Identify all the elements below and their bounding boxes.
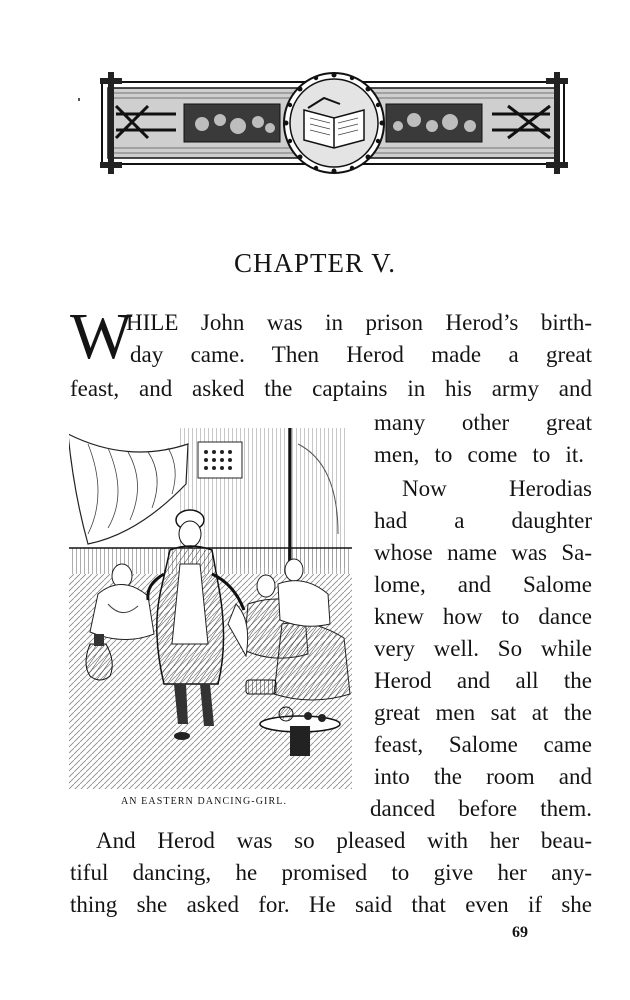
- text-line-4: many other great: [374, 410, 592, 435]
- text-line-9: lome, and Salome: [374, 572, 592, 597]
- text-line-5: men, to come to it.: [374, 442, 584, 467]
- text-line-11: very well. So while: [374, 636, 592, 661]
- text-line-12: Herod and all the: [374, 668, 592, 693]
- chapter-title: CHAPTER V.: [233, 248, 397, 278]
- dancing-girl-engraving: [68, 424, 353, 790]
- text-line-15: into the room and: [374, 764, 592, 789]
- margin-mark: [78, 98, 80, 101]
- text-line-6: Now Herodias: [402, 476, 592, 501]
- text-line-16: danced before them.: [370, 796, 592, 821]
- text-line-14: feast, Salome came: [374, 732, 592, 757]
- page-number: 69: [512, 924, 528, 941]
- text-line-19: thing she asked for. He said that even if she: [70, 892, 592, 917]
- text-line-18: tiful dancing, he promised to give her any-: [70, 860, 592, 885]
- text-line-3: feast, and asked the captains in his army and: [70, 376, 592, 401]
- text-line-10: knew how to dance: [374, 604, 592, 629]
- text-line-8: whose name was Sa-: [374, 540, 592, 565]
- text-line-7: had a daughter: [374, 508, 592, 533]
- drop-cap: W: [70, 300, 133, 373]
- text-line-13: great men sat at the: [374, 700, 592, 725]
- ornamental-headpiece: [98, 68, 570, 178]
- illustration-caption: AN EASTERN DANCING-GIRL.: [120, 796, 288, 807]
- text-line-2: day came. Then Herod made a great: [130, 342, 592, 367]
- text-line-17: And Herod was so pleased with her beau-: [96, 828, 592, 853]
- text-line-1: HILE John was in prison Herod’s birth-: [126, 310, 592, 335]
